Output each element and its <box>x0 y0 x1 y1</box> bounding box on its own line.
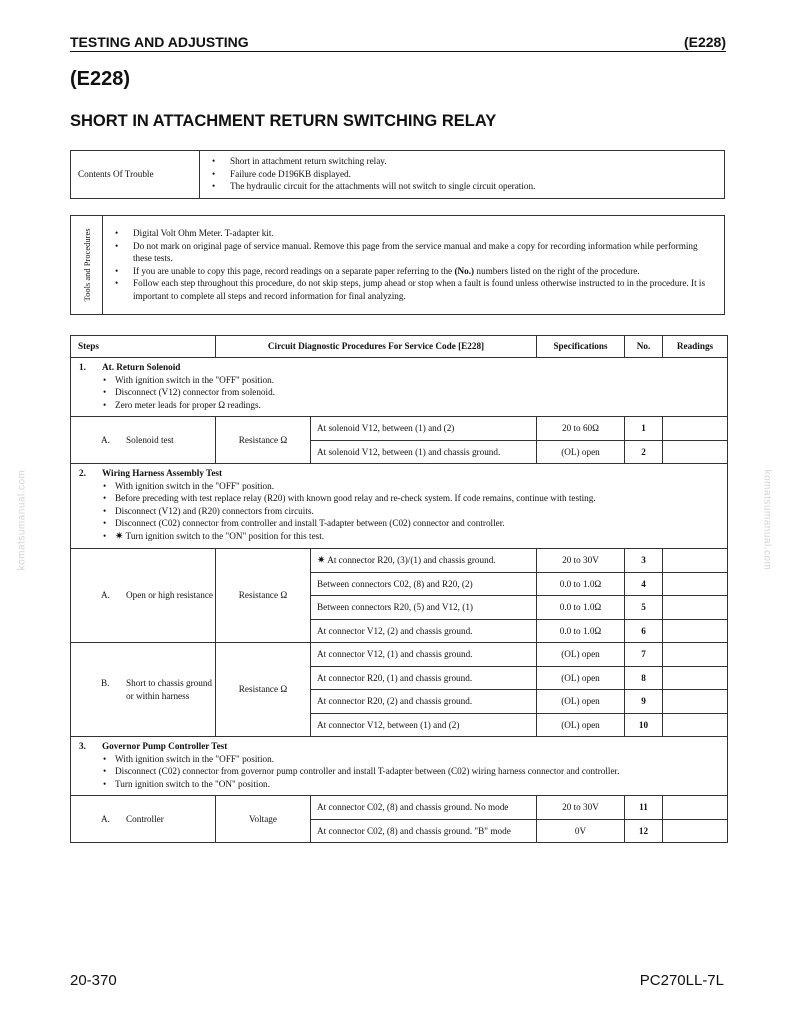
check-spec: (OL) open <box>537 643 625 667</box>
step-bullet: • Zero meter leads for proper Ω readings. <box>99 399 721 412</box>
reading-cell[interactable] <box>663 796 728 820</box>
check-text: At solenoid V12, between (1) and chassis ground. <box>311 440 537 464</box>
trouble-list <box>208 155 718 193</box>
no-reference: (No.) <box>454 265 475 276</box>
check-no: 7 <box>625 643 663 667</box>
check-text: At connector V12, between (1) and (2) <box>311 713 537 737</box>
page-header <box>70 34 726 52</box>
check-text: At connector C02, (8) and chassis ground. "B" mode <box>311 819 537 843</box>
page-title: SHORT IN ATTACHMENT RETURN SWITCHING RELAY <box>70 112 497 130</box>
header-code: (E228) <box>683 34 726 50</box>
step-bullet: • With ignition switch in the "OFF" position. <box>99 480 721 493</box>
sub-step-key: B. <box>101 678 110 688</box>
test-mode: Resistance Ω <box>216 643 311 737</box>
test-mode: Resistance Ω <box>216 417 311 464</box>
step-cell <box>71 737 728 796</box>
col-procedures: Circuit Diagnostic Procedures For Service Code [E228] <box>216 336 537 358</box>
reading-cell[interactable] <box>663 643 728 667</box>
code-title: (E228) <box>70 68 131 90</box>
reading-cell[interactable] <box>663 619 728 643</box>
col-no: No. <box>625 336 663 358</box>
check-spec: 0.0 to 1.0Ω <box>537 572 625 596</box>
section-title: TESTING AND ADJUSTING <box>70 34 249 50</box>
reading-cell[interactable] <box>663 819 728 843</box>
tools-label-cell <box>71 216 103 314</box>
step-bullet: • With ignition switch in the "OFF" position. <box>99 753 721 766</box>
check-spec: (OL) open <box>537 666 625 690</box>
check-text: Between connectors C02, (8) and R20, (2) <box>311 572 537 596</box>
check-spec: 20 to 60Ω <box>537 417 625 441</box>
step-bullet: • Disconnect (V12) connector from solenoid. <box>99 386 721 399</box>
step-number: 3. <box>79 741 86 751</box>
check-spec: 20 to 30V <box>537 796 625 820</box>
tools-label: Tools and Procedures <box>81 228 92 302</box>
step-bullet: • Disconnect (C02) connector from governor pump controller and install T-adapter between (C02) wiring harness connector and controller. <box>99 765 721 778</box>
check-row <box>71 417 728 441</box>
check-text: At connector R20, (2) and chassis ground. <box>311 690 537 714</box>
sub-step-key: A. <box>101 590 110 601</box>
step-number: 2. <box>79 468 86 478</box>
check-no: 9 <box>625 690 663 714</box>
check-no: 12 <box>625 819 663 843</box>
reading-cell[interactable] <box>663 690 728 714</box>
trouble-box <box>70 150 725 199</box>
watermark-left: komatsumanual.com <box>16 469 28 571</box>
table-header-row <box>71 336 728 358</box>
watermark-right: komatsumanual.com <box>761 469 773 571</box>
reading-cell[interactable] <box>663 572 728 596</box>
page-number: 20-370 <box>70 972 117 989</box>
step-bullet: • With ignition switch in the "OFF" position. <box>99 374 721 387</box>
model-number: PC270LL-7L <box>639 972 724 989</box>
step-title-text: Governor Pump Controller Test <box>102 741 228 751</box>
tools-item: • Follow each step throughout this procedure, do not skip steps, jump ahead or stop when a fault is found unless otherwise instructed to in the procedure. It is important to complete all steps and record information for final analyzing. <box>111 277 718 302</box>
sub-step-label <box>71 643 216 737</box>
check-text: At connector R20, (1) and chassis ground. <box>311 666 537 690</box>
sub-step-label <box>71 417 216 464</box>
reading-cell[interactable] <box>663 666 728 690</box>
step-number: 1. <box>79 362 86 372</box>
step-bullet <box>99 530 721 544</box>
step-bullets <box>99 374 721 412</box>
tools-item-text: numbers listed on the right of the procedure. <box>476 265 640 276</box>
diagnostic-table <box>70 335 728 843</box>
sub-step-text: Open or high resistance <box>126 590 213 601</box>
step-row <box>71 358 728 417</box>
check-row <box>71 796 728 820</box>
check-text: Between connectors R20, (5) and V12, (1) <box>311 596 537 620</box>
sub-step-text: Short to chassis ground or within harness <box>126 678 213 701</box>
step-cell <box>71 358 728 417</box>
tools-item-text: If you are unable to copy this page, record readings on a separate paper referring to the <box>133 265 453 276</box>
sub-step-key: A. <box>101 434 110 445</box>
check-text: At connector C02, (8) and chassis ground. No mode <box>311 796 537 820</box>
step-bullets <box>99 753 721 791</box>
check-spec: (OL) open <box>537 440 625 464</box>
check-no: 6 <box>625 619 663 643</box>
step-bullets <box>99 480 721 544</box>
reading-cell[interactable] <box>663 440 728 464</box>
step-title-text: Wiring Harness Assembly Test <box>102 468 223 478</box>
check-no: 4 <box>625 572 663 596</box>
check-no: 11 <box>625 796 663 820</box>
step-bullet-text: Turn ignition switch to the "ON" position for this test. <box>125 530 325 541</box>
check-spec: (OL) open <box>537 713 625 737</box>
col-steps: Steps <box>71 336 216 358</box>
check-spec: 0V <box>537 819 625 843</box>
trouble-item: • The hydraulic circuit for the attachments will not switch to single circuit operation. <box>208 180 718 193</box>
tools-box <box>70 215 725 315</box>
check-no: 8 <box>625 666 663 690</box>
sub-step-label <box>71 549 216 643</box>
step-title <box>79 740 721 753</box>
sub-step-text: Controller <box>126 813 164 824</box>
col-specifications: Specifications <box>537 336 625 358</box>
sub-step-label <box>71 796 216 843</box>
step-bullet: • Disconnect (C02) connector from controller and install T-adapter between (C02) connector and controller. <box>99 517 721 530</box>
reading-cell[interactable] <box>663 549 728 573</box>
check-spec: (OL) open <box>537 690 625 714</box>
step-cell <box>71 464 728 549</box>
step-bullet: • Disconnect (V12) and (R20) connectors from circuits. <box>99 505 721 518</box>
trouble-label: Contents Of Trouble <box>71 151 200 198</box>
asterisk-icon: ✷ <box>317 554 326 566</box>
check-no: 3 <box>625 549 663 573</box>
check-text <box>311 549 537 573</box>
sub-step-key: A. <box>101 813 110 824</box>
check-text: At connector V12, (1) and chassis ground. <box>311 643 537 667</box>
check-row <box>71 549 728 573</box>
check-row <box>71 643 728 667</box>
check-spec: 0.0 to 1.0Ω <box>537 596 625 620</box>
reading-cell[interactable] <box>663 417 728 441</box>
trouble-item: • Failure code D196KB displayed. <box>208 168 718 181</box>
step-title <box>79 361 721 374</box>
step-row <box>71 464 728 549</box>
check-text: At solenoid V12, between (1) and (2) <box>311 417 537 441</box>
check-no: 2 <box>625 440 663 464</box>
check-text: At connector V12, (2) and chassis ground. <box>311 619 537 643</box>
check-text-value: At connector R20, (3)/(1) and chassis ground. <box>327 554 496 565</box>
check-no: 1 <box>625 417 663 441</box>
col-readings: Readings <box>663 336 728 358</box>
check-no: 10 <box>625 713 663 737</box>
tools-list <box>111 227 718 302</box>
test-mode: Voltage <box>216 796 311 843</box>
step-title <box>79 467 721 480</box>
check-no: 5 <box>625 596 663 620</box>
check-spec: 20 to 30V <box>537 549 625 573</box>
tools-item: • Do not mark on original page of service manual. Remove this page from the service manual and make a copy for recording information while performing these tests. <box>111 240 718 265</box>
sub-step-text: Solenoid test <box>126 434 174 445</box>
step-row <box>71 737 728 796</box>
test-mode: Resistance Ω <box>216 549 311 643</box>
step-bullet: • Before preceding with test replace relay (R20) with known good relay and re-check system. If code remains, continue with testing. <box>99 492 721 505</box>
check-spec: 0.0 to 1.0Ω <box>537 619 625 643</box>
tools-item <box>111 265 718 278</box>
asterisk-icon: ✷ <box>115 530 124 542</box>
trouble-item: • Short in attachment return switching relay. <box>208 155 718 168</box>
tools-item: • Digital Volt Ohm Meter. T-adapter kit. <box>111 227 718 240</box>
step-bullet: • Turn ignition switch to the "ON" position. <box>99 778 721 791</box>
reading-cell[interactable] <box>663 713 728 737</box>
step-title-text: At. Return Solenoid <box>102 362 181 372</box>
reading-cell[interactable] <box>663 596 728 620</box>
